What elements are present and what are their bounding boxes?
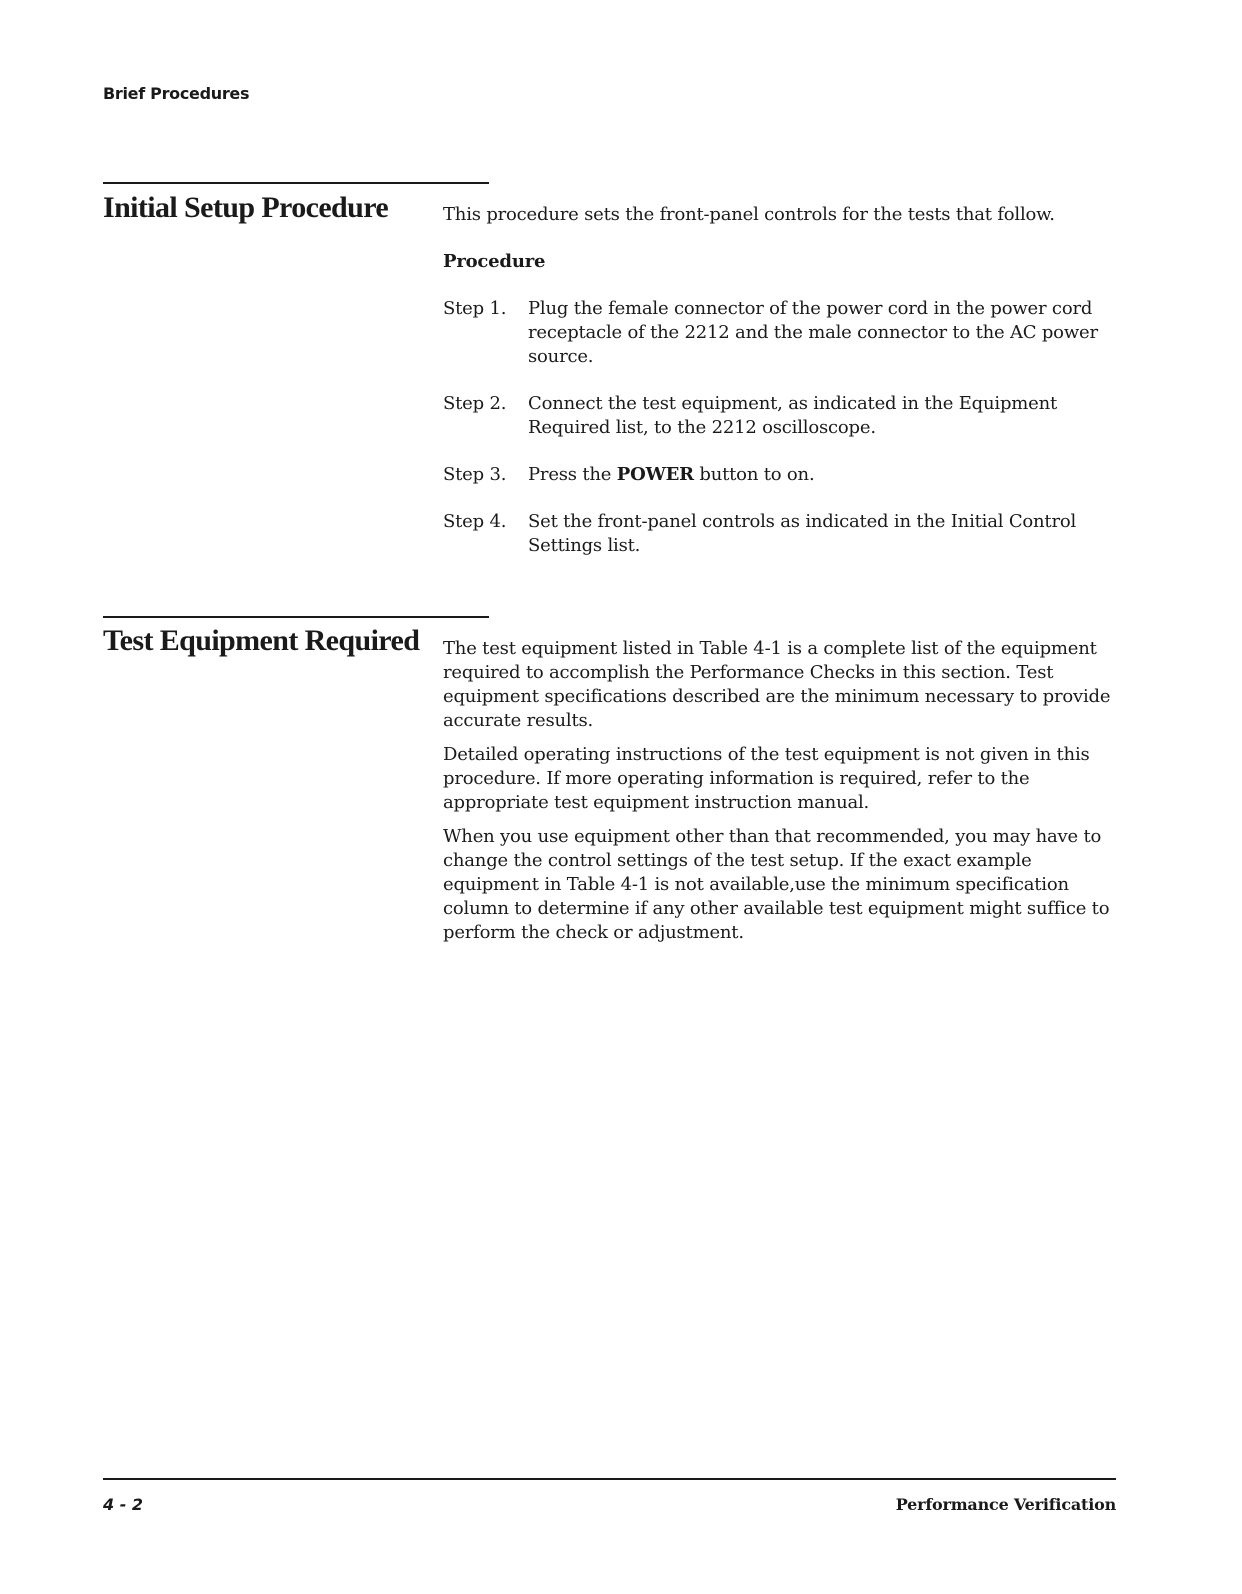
step-label: Step 1. bbox=[443, 298, 507, 319]
page-number: 4 - 2 bbox=[103, 1495, 144, 1514]
step-text: Plug the female connector of the power cord in the power cord receptacle of the 2212 and the male connector to the AC power source. bbox=[528, 298, 1098, 367]
section-rule bbox=[103, 182, 489, 184]
intro-paragraph: This procedure sets the front-panel controls for the tests that follow. bbox=[443, 204, 1055, 225]
footer-section-name: Performance Verification bbox=[895, 1495, 1116, 1514]
step-label: Step 4. bbox=[443, 511, 507, 532]
initial-setup-body bbox=[443, 203, 1123, 558]
power-button-label: POWER bbox=[616, 464, 694, 485]
body-paragraph: When you use equipment other than that recommended, you may have to change the control settings of the test setup. If the exact example equipment in Table 4-1 is not available,use the minimum specification column to determine if any other available test equipment might suffice to perform the check or adjustment. bbox=[443, 826, 1110, 943]
step-text: Connect the test equipment, as indicated in the Equipment Required list, to the 2212 oscilloscope. bbox=[528, 393, 1058, 438]
body-paragraph: The test equipment listed in Table 4-1 is a complete list of the equipment required to accomplish the Performance Checks in this section. Test equipment specifications described are the minimum necessary to provide accurate results. bbox=[443, 638, 1111, 731]
body-paragraph: Detailed operating instructions of the test equipment is not given in this procedure. If more operating information is required, refer to the appropriate test equipment instruction manual. bbox=[443, 744, 1090, 813]
procedure-step bbox=[443, 392, 1123, 440]
procedure-step bbox=[443, 463, 1123, 487]
step-text-after: button to on. bbox=[693, 464, 815, 485]
procedure-step bbox=[443, 510, 1123, 558]
procedure-step bbox=[443, 297, 1123, 369]
running-header: Brief Procedures bbox=[103, 84, 250, 103]
footer-rule bbox=[103, 1478, 1116, 1480]
step-label: Step 2. bbox=[443, 393, 507, 414]
test-equipment-body bbox=[443, 637, 1123, 955]
step-label: Step 3. bbox=[443, 464, 507, 485]
section-rule bbox=[103, 616, 489, 618]
section-title-test-equipment: Test Equipment Required bbox=[103, 624, 420, 657]
section-title-initial-setup: Initial Setup Procedure bbox=[103, 191, 389, 224]
procedure-subhead: Procedure bbox=[443, 251, 546, 272]
step-text: Set the front-panel controls as indicated in the Initial Control Settings list. bbox=[528, 511, 1077, 556]
step-text-before: Press the bbox=[528, 464, 617, 485]
